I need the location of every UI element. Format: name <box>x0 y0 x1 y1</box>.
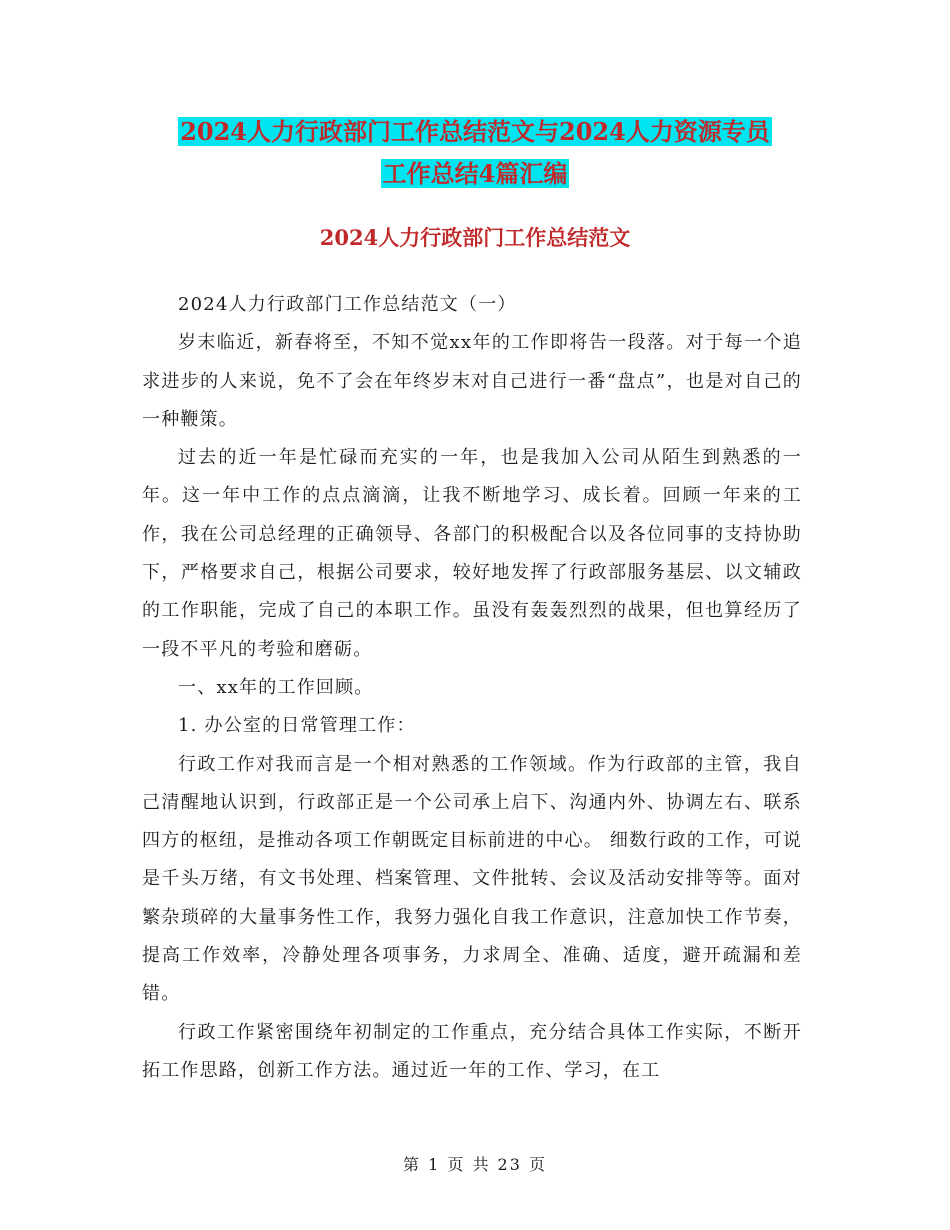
document-title-line-2 <box>0 152 950 196</box>
document-title-line-1 <box>0 110 950 154</box>
section-title: 2024人力行政部门工作总结范文 <box>319 225 631 250</box>
paragraph: 岁末临近，新春将至，不知不觉xx年的工作即将告一段落。对于每一个追求进步的人来说，免不了会在年终岁末对自己进行一番“盘点”，也是对自己的一种鞭策。 <box>142 332 802 430</box>
document-body <box>142 286 802 1090</box>
paragraph-heading: 1. 办公室的日常管理工作： <box>178 715 416 737</box>
paragraph-subtitle: 2024人力行政部门工作总结范文（一） <box>178 294 517 315</box>
paragraph: 过去的近一年是忙碌而充实的一年，也是我加入公司从陌生到熟悉的一年。这一年中工作的点点滴滴，让我不断地学习、成长着。回顾一年来的工作，我在公司总经理的正确领导、各部门的积极配合以及各位同事的支持协助下，严格要求自己，根据公司要求，较好地发挥了行政部服务基层、以文辅政的工作职能，完成了自己的本职工作。虽没有轰轰烈烈的战果，但也算经历了一段不平凡的考验和磨砺。 <box>142 447 802 660</box>
title-highlight-1: 2024人力行政部门工作总结范文与2024人力资源专员 <box>180 117 770 146</box>
paragraph: 行政工作对我而言是一个相对熟悉的工作领域。作为行政部的主管，我自己清醒地认识到，行政部正是一个公司承上启下、沟通内外、协调左右、联系四方的枢纽，是推动各项工作朝既定目标前进的中心。 细数行政的工作，可说是千头万绪，有文书处理、档案管理、文件批转、会议及活动安排等等。面对繁杂琐碎的大量事务性工作，我努力强化自我工作意识，注意加快工作节奏，提高工作效率，冷静处理各项事务，力求周全、准确、适度，避开疏漏和差错。 <box>142 753 802 1005</box>
page-footer: 第 1 页 共 23 页 <box>403 1155 547 1174</box>
paragraph-heading: 一、xx年的工作回顾。 <box>178 676 374 698</box>
paragraph: 行政工作紧密围绕年初制定的工作重点，充分结合具体工作实际，不断开拓工作思路，创新工作方法。通过近一年的工作、学习，在工 <box>142 1021 802 1081</box>
title-highlight-2: 工作总结4篇汇编 <box>382 159 568 188</box>
